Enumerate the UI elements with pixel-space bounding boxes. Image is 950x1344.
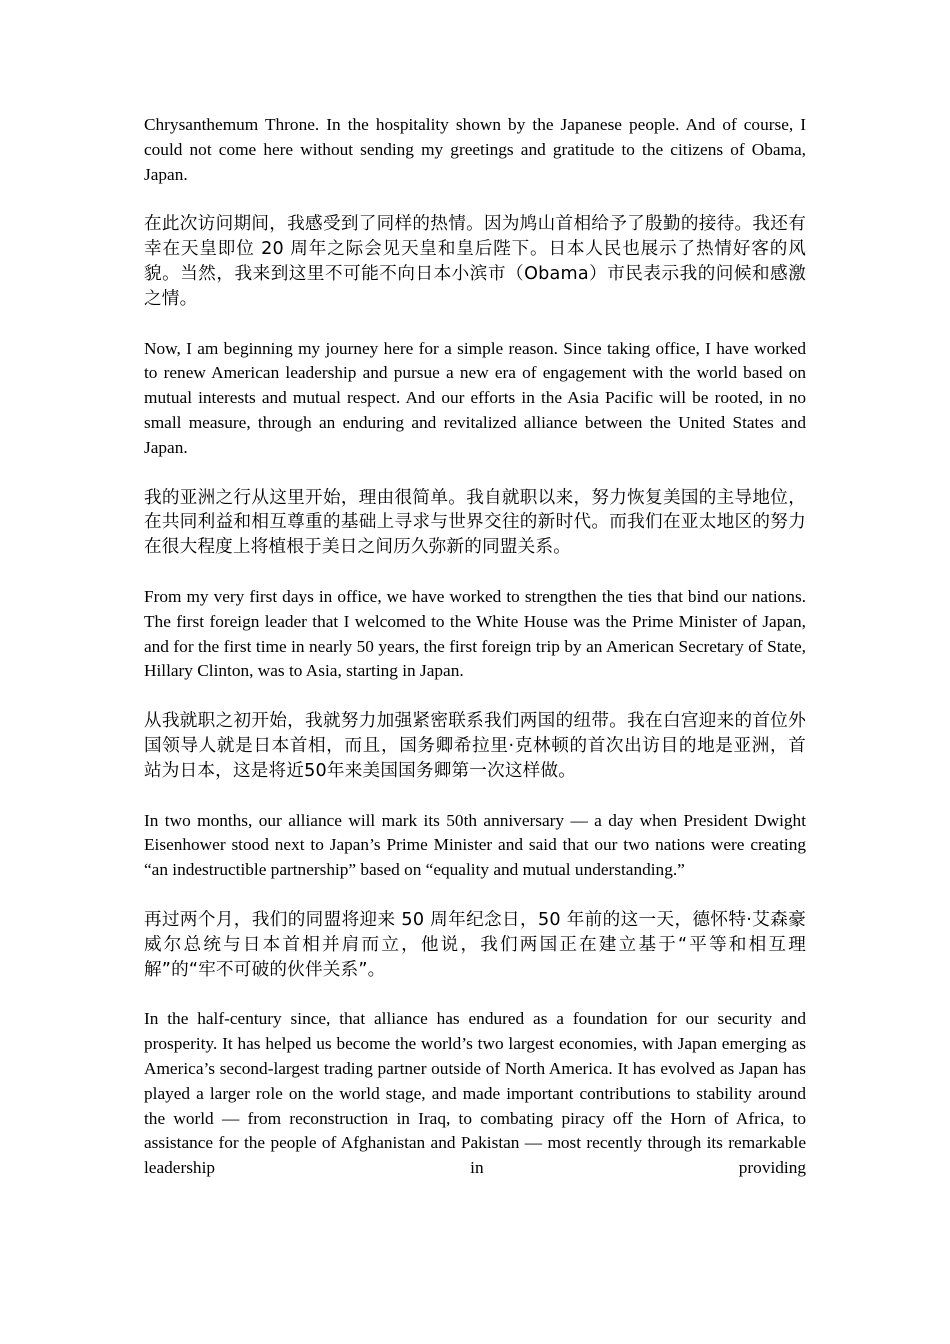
paragraph-en-5: In the half-century since, that alliance has endured as a foundation for our security and prosperity. It has helped us become the world’s two largest economies, with Japan emerging as America’s second-largest trading partner outside of North America. It has evolved as Japan has played a larger role on the world stage, and made important contributions to stability around the world — from reconstruction in Iraq, to combating piracy off the Horn of Africa, to assistance for the people of Afghanistan and Pakistan — most recently through its remarkable leadership in providing (144, 1009, 806, 1178)
document-body (144, 113, 806, 1206)
paragraph-en-4: In two months, our alliance will mark its 50th anniversary — a day when President Dwight Eisenhower stood next to Japan’s Prime Minister and said that our two nations were creating “an indestructible partnership” based on “equality and mutual understanding.” (144, 810, 806, 880)
paragraph-zh-1: 在此次访问期间，我感受到了同样的热情。因为鸠山首相给予了殷勤的接待。我还有幸在天皇即位 20 周年之际会见天皇和皇后陛下。日本人民也展示了热情好客的风貌。当然，我来到这里不可能不向日本小滨市（Obama）市民表示我的问候和感激之情。 (144, 214, 806, 309)
paragraph-zh-2: 我的亚洲之行从这里开始，理由很简单。我自就职以来，努力恢复美国的主导地位，在共同利益和相互尊重的基础上寻求与世界交往的新时代。而我们在亚太地区的努力在很大程度上将植根于美日之间历久弥新的同盟关系。 (144, 487, 806, 558)
paragraph-en-3: From my very first days in office, we have worked to strengthen the ties that bind our nations. The first foreign leader that I welcomed to the White House was the Prime Minister of Japan, and for the first time in nearly 50 years, the first foreign trip by an American Secretary of State, Hillary Clinton, was to Asia, starting in Japan. (144, 586, 806, 681)
paragraph-en-2: Now, I am beginning my journey here for a simple reason. Since taking office, I have worked to renew American leadership and pursue a new era of engagement with the world based on mutual interests and mutual respect. And our efforts in the Asia Pacific will be rooted, in no small measure, through an enduring and revitalized alliance between the United States and Japan. (144, 338, 806, 457)
paragraph-zh-4: 再过两个月，我们的同盟将迎来 50 周年纪念日，50 年前的这一天，德怀特·艾森豪威尔总统与日本首相并肩而立，他说，我们两国正在建立基于“平等和相互理解”的“牢不可破的伙伴关系”。 (144, 909, 806, 980)
paragraph-en-1: Chrysanthemum Throne. In the hospitality shown by the Japanese people. And of course, I could not come here without sending my greetings and gratitude to the citizens of Obama, Japan. (144, 115, 806, 184)
paragraph-zh-3: 从我就职之初开始，我就努力加强紧密联系我们两国的纽带。我在白宫迎来的首位外国领导人就是日本首相，而且，国务卿希拉里·克林顿的首次出访目的地是亚洲，首站为日本，这是将近50年来美国国务卿第一次这样做。 (144, 711, 806, 781)
